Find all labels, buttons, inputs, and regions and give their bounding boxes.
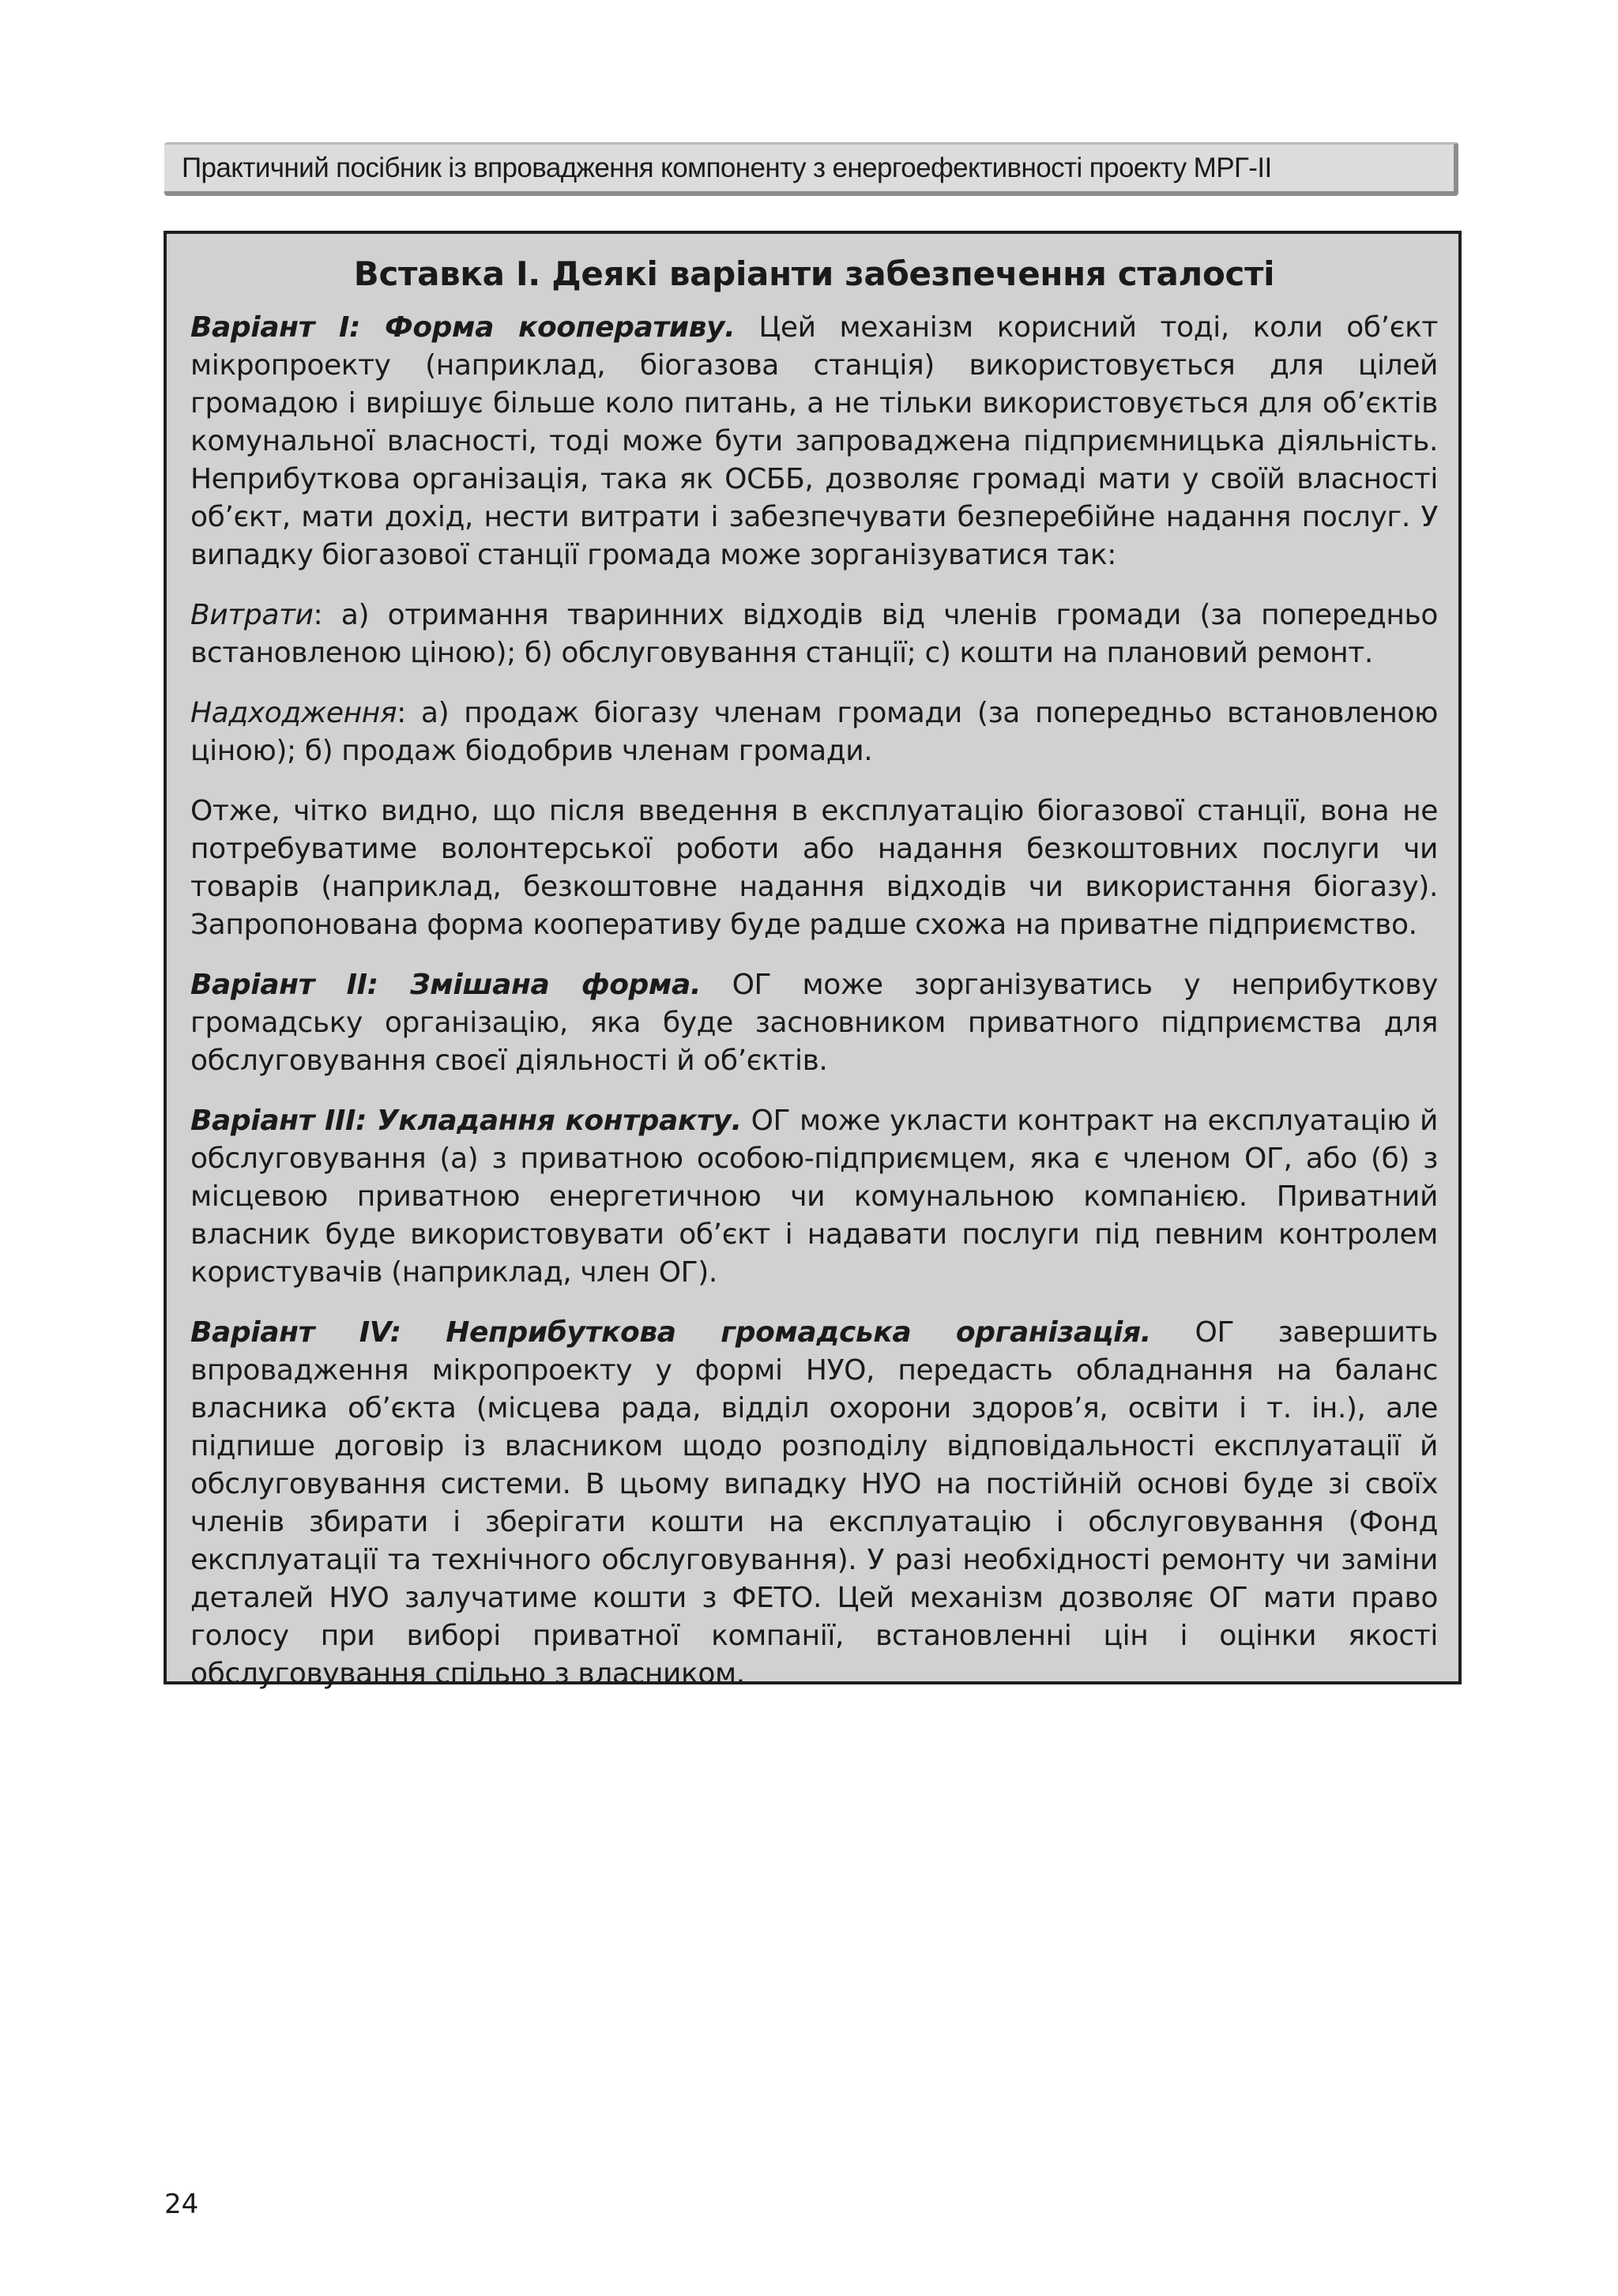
variant-4-text: ОГ завершить впровадження мікропроекту у формі НУО, передасть обладнання на баланс власника об’єкта (місцева рада, відділ охорони здоров’я, освіти і т. ін.), але підпише договір із власником щодо розподілу відповідальності експлуатації й обслуговування системи. В цьому випадку НУО на постійній основі буде зі своїх членів збирати і зберігати кошти на експлуатацію і обслуговування (Фонд експлуатації та технічного обслуговування). У разі необхідності ремонту чи заміни деталей НУО залучатиме кошти з ФЕТО. Цей механізм дозволяє ОГ мати право голосу при виборі приватної компанії, встановленні цін і оцінки якості обслуговування спільно з власником. <box>190 1316 1438 1690</box>
expenses-paragraph <box>190 597 1438 672</box>
income-text: : а) продаж біогазу членам громади (за попередньо встановленою ціною); б) продаж біодобрив членам громади. <box>190 697 1438 767</box>
income-label: Надходження <box>190 697 397 729</box>
inset-box <box>164 231 1462 1690</box>
expenses-text: : а) отримання тваринних відходів від членів громади (за попередньо встановленою ціною); б) обслуговування станції; с) кошти на плановий ремонт. <box>190 599 1438 669</box>
variant-3-heading: Варіант ІІІ: Укладання контракту. <box>190 1105 742 1137</box>
variant-1-text: Цей механізм корисний тоді, коли об’єкт мікропроекту (наприклад, біогазова станція) використовується для цілей громадою і вирішує більше коло питань, а не тільки використовується для об’єктів комунальної власності, тоді може бути запроваджена підприємницька діяльність. Неприбуткова організація, така як ОСББ, дозволяє громаді мати у своїй власності об’єкт, мати дохід, нести витрати і забезпечувати безперебійне надання послуг. У випадку біогазової станції громада може зорганізуватися так: <box>190 311 1438 571</box>
variant-4-heading: Варіант IV: Неприбуткова громадська організація. <box>190 1316 1151 1349</box>
variant-2-paragraph <box>190 966 1438 1080</box>
conclusion-paragraph <box>190 792 1438 944</box>
running-header <box>164 142 1458 196</box>
income-paragraph <box>190 694 1438 770</box>
variant-3-text: ОГ може укласти контракт на експлуатацію й обслуговування (а) з приватною особою-підприємцем, яка є членом ОГ, або (б) з місцевою приватною енергетичною чи комунальною компанією. Приватний власник буде використовувати об’єкт і надавати послуги під певним контролем користувачів (наприклад, член ОГ). <box>190 1105 1438 1289</box>
variant-3-paragraph <box>190 1102 1438 1292</box>
running-header-title: Практичний посібник із впровадження компоненту з енергоефективності проекту МРГ-ІІ <box>182 152 1272 183</box>
page-number: 24 <box>164 2189 199 2220</box>
variant-1-paragraph <box>190 309 1438 574</box>
variant-4-paragraph <box>190 1314 1438 1693</box>
variant-2-heading: Варіант ІІ: Змішана форма. <box>190 969 702 1001</box>
variant-2-text: ОГ може зорганізуватись у неприбуткову громадську організацію, яка буде засновником приватного підприємства для обслуговування своєї діяльності й об’єктів. <box>190 969 1438 1077</box>
variant-1-heading: Варіант І: Форма кооперативу. <box>190 311 736 344</box>
conclusion-text: Отже, чітко видно, що після введення в експлуатацію біогазової станції, вона не потребуватиме волонтерської роботи або надання безкоштовних послуги чи товарів (наприклад, безкоштовне надання відходів чи використання біогазу). Запропонована форма кооперативу буде радше схожа на приватне підприємство. <box>190 795 1438 941</box>
inset-box-title: Вставка І. Деякі варіанти забезпечення сталості <box>353 254 1275 293</box>
expenses-label: Витрати <box>190 599 314 631</box>
